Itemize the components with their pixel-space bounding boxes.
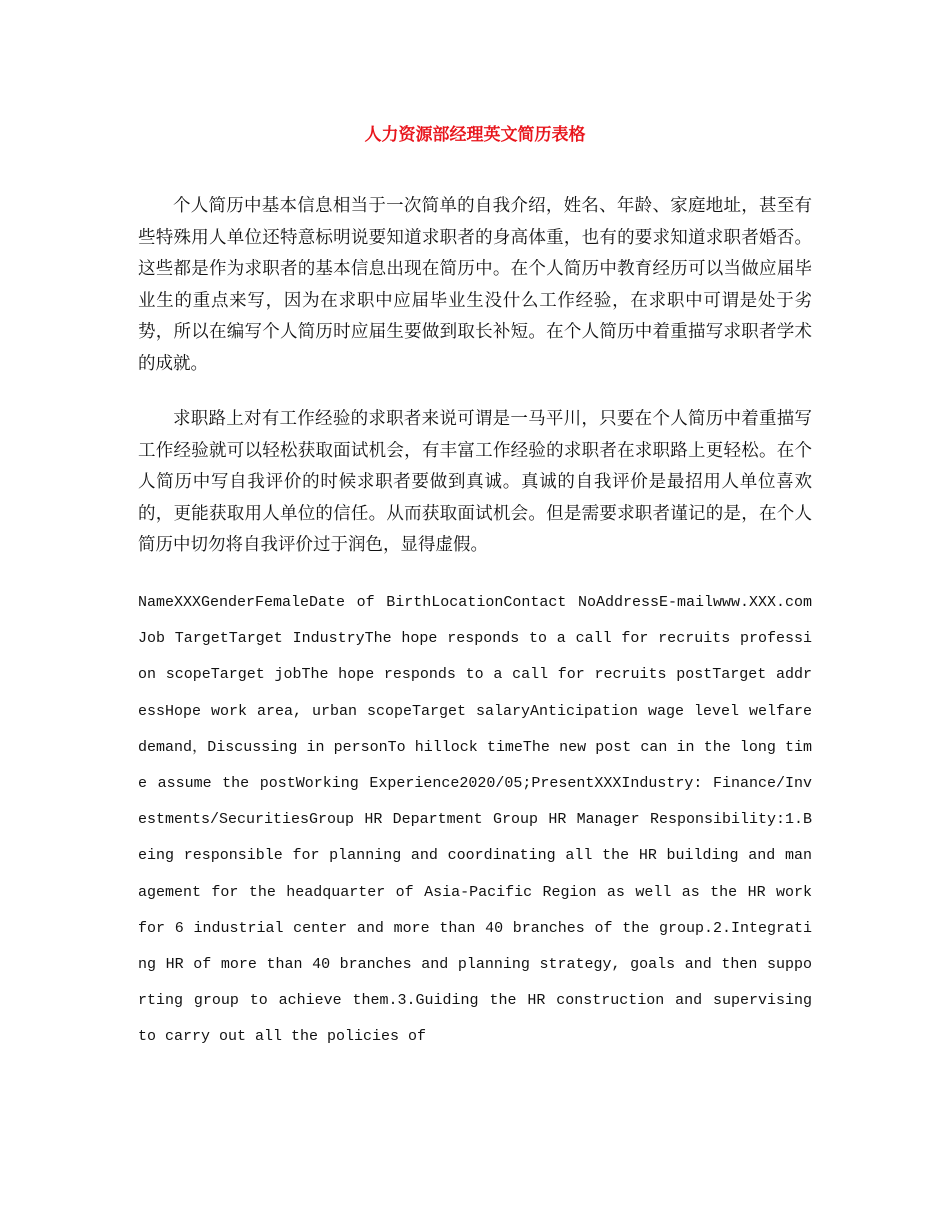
paragraph-work-experience: 求职路上对有工作经验的求职者来说可谓是一马平川，只要在个人简历中着重描写工作经验就可以轻松获取面试机会，有丰富工作经验的求职者在求职路上更轻松。在个人简历中写自我评价的时候求职者要做到真诚。真诚的自我评价是最招用人单位喜欢的，更能获取用人单位的信任。从而获取面试机会。但是需要求职者谨记的是，在个人简历中切勿将自我评价过于润色，显得虚假。 [138,409,812,555]
paragraph-basic-info: 个人简历中基本信息相当于一次简单的自我介绍，姓名、年龄、家庭地址，甚至有些特殊用人单位还特意标明说要知道求职者的身高体重，也有的要求知道求职者婚否。这些都是作为求职者的基本信息出现在简历中。在个人简历中教育经历可以当做应届毕业生的重点来写，因为在求职中应届毕业生没什么工作经验，在求职中可谓是处于劣势，所以在编写个人简历时应届生要做到取长补短。在个人简历中着重描写求职者学术的成就。 [138,196,812,374]
document-title: 人力资源部经理英文简历表格 [364,125,586,145]
resume-english-text: NameXXXGenderFemaleDate of BirthLocationContact NoAddressE-mailwww.XXX.comJob TargetTarget IndustryThe hope responds to a call for recruits profession scopeTarget jobThe hope responds to a call for recruits postTarget addressHope work area, urban scopeTarget salaryAnticipation wage level welfare demand，Discussing in personTo hillock timeThe new post can in the long time assume the postWorking Experience2020/05;PresentXXXIndustry: Finance/Investments/SecuritiesGroup HR Department Group HR Manager Responsibility:1.Being responsible for planning and coordinating all the HR building and management for the headquarter of Asia-Pacific Region as well as the HR work for 6 industrial center and more than 40 branches of the group.2.Integrating HR of more than 40 branches and planning strategy, goals and then supporting group to achieve them.3.Guiding the HR construction and supervising to carry out all the policies of [138,594,812,1046]
